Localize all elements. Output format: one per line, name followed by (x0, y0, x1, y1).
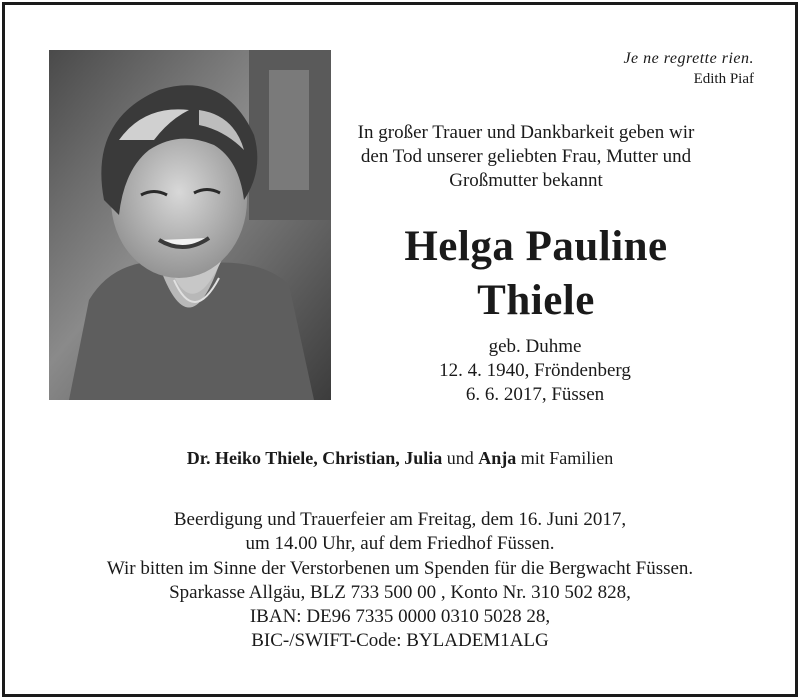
epigraph (623, 48, 754, 90)
epigraph-author: Edith Piaf (693, 71, 754, 87)
birth-date-place: 12. 4. 1940, Fröndenberg (439, 360, 631, 381)
mourners-line (0, 448, 800, 469)
conjunction: und (446, 448, 474, 468)
announcement-text (310, 121, 742, 193)
donation-line-4: BIC-/SWIFT-Code: BYLADEM1ALG (251, 630, 549, 651)
donation-line-2: Sparkasse Allgäu, BLZ 733 500 00 , Konto Nr. 310 502 828, (169, 582, 631, 603)
donation-info (0, 557, 800, 653)
mourner-name: Anja (478, 448, 517, 468)
announcement-line-3: Großmutter bekannt (449, 170, 603, 191)
funeral-line-2: um 14.00 Uhr, auf dem Friedhof Füssen. (245, 533, 555, 554)
donation-line-1: Wir bitten im Sinne der Verstorbenen um Spenden für die Bergwacht Füssen. (106, 558, 694, 579)
announcement-line-1: In großer Trauer und Dankbarkeit geben wir (357, 122, 695, 143)
portrait-photo (49, 50, 331, 400)
deceased-first-names: Helga Pauline (404, 223, 668, 270)
mourner-name: Christian, (322, 448, 400, 468)
announcement-line-2: den Tod unserer geliebten Frau, Mutter und (360, 146, 692, 167)
funeral-info (0, 508, 800, 556)
donation-line-3: IBAN: DE96 7335 0000 0310 5028 28, (249, 606, 551, 627)
portrait-image (49, 50, 331, 400)
funeral-line-1: Beerdigung und Trauerfeier am Freitag, dem 16. Juni 2017, (173, 509, 627, 530)
family-suffix: mit Familien (520, 448, 614, 468)
deceased-surname: Thiele (477, 277, 595, 324)
death-date-place: 6. 6. 2017, Füssen (465, 384, 605, 405)
epigraph-text: Je ne regrette rien. (623, 50, 754, 67)
deceased-details (330, 335, 740, 407)
birth-name: geb. Duhme (488, 336, 582, 357)
mourner-name: Julia (404, 448, 443, 468)
mourner-name: Dr. Heiko Thiele, (186, 448, 318, 468)
